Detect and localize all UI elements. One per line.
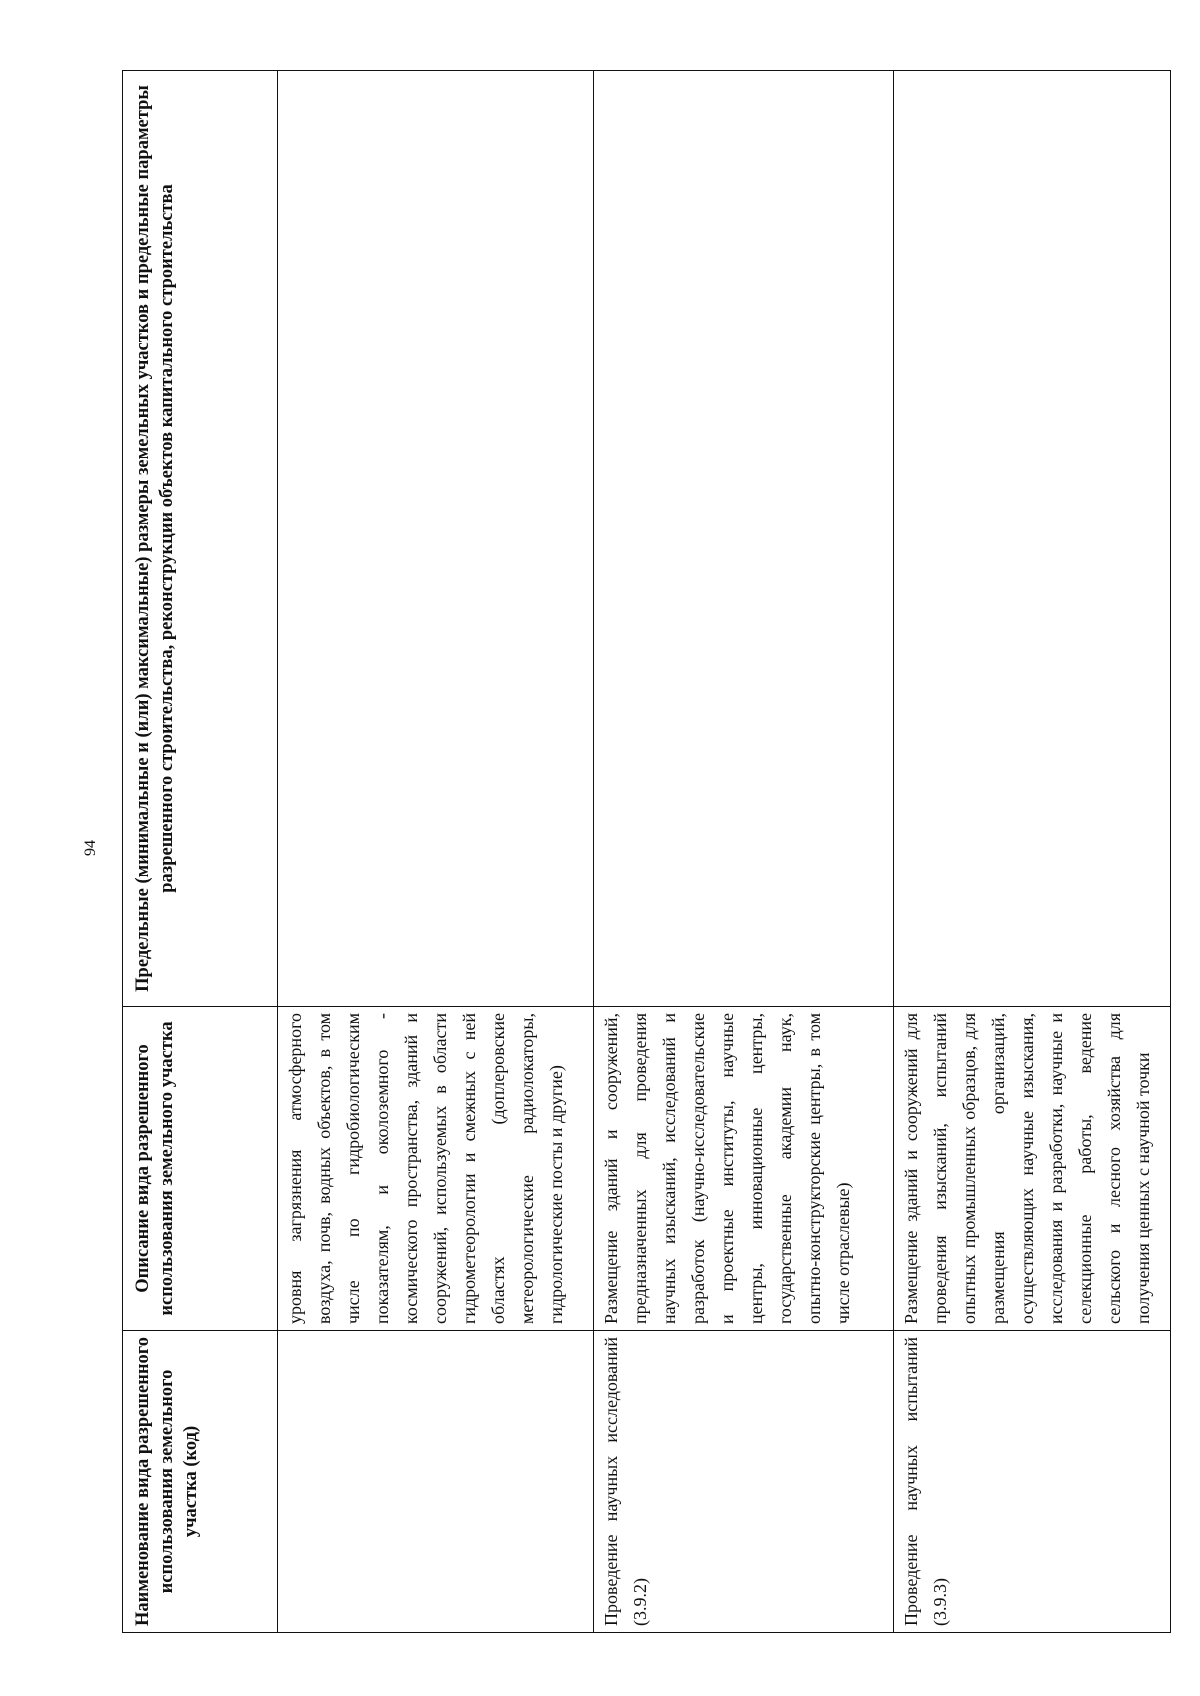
header-land-use-name: Наименование вида разрешенного использования земельного участка (код) [123,1331,278,1633]
cell-land-use-description: Размещение зданий и сооружений для проведения изысканий, испытаний опытных промышленных образцов, для размещения организаций, осуществляющих научные изыскания, исследования и разработки, научные и селекционные работы, ведение сельского и лесного хозяйства для получения ценных с научной точки [894,1007,1171,1331]
cell-land-use-name: Проведение научных испытаний (3.9.3) [894,1331,1171,1633]
cell-land-use-description: уровня загрязнения атмосферного воздуха, почв, водных объектов, в том числе по гидробиологическим показателям, и околоземного - космического пространства, зданий и сооружений, используемых в области гидрометеорологии и смежных с ней областях (доплеровские метеорологические радиолокаторы, гидрологические посты и другие) [278,1007,594,1331]
table-row [894,71,1171,1633]
cell-limit-parameters [894,71,1171,1007]
header-limit-parameters: Предельные (минимальные и (или) максимальные) размеры земельных участков и предельные параметры разрешенного строительства, реконструкции объектов капитального строительства [123,71,278,1007]
cell-limit-parameters [594,71,894,1007]
cell-land-use-name: Проведение научных исследований (3.9.2) [594,1331,894,1633]
table-header-row [123,71,278,1633]
rotated-table-container [122,71,1170,1633]
page-number: 94 [82,840,99,856]
header-land-use-description: Описание вида разрешенного использования земельного участка [123,1007,278,1331]
cell-land-use-name [278,1331,594,1633]
cell-limit-parameters [278,71,594,1007]
table-row [278,71,594,1633]
land-use-table [122,70,1171,1633]
table-row [594,71,894,1633]
cell-land-use-description: Размещение зданий и сооружений, предназначенных для проведения научных изысканий, исследований и разработок (научно-исследовательские и проектные институты, научные центры, инновационные центры, государственные академии наук, опытно-конструкторские центры, в том числе отраслевые) [594,1007,894,1331]
